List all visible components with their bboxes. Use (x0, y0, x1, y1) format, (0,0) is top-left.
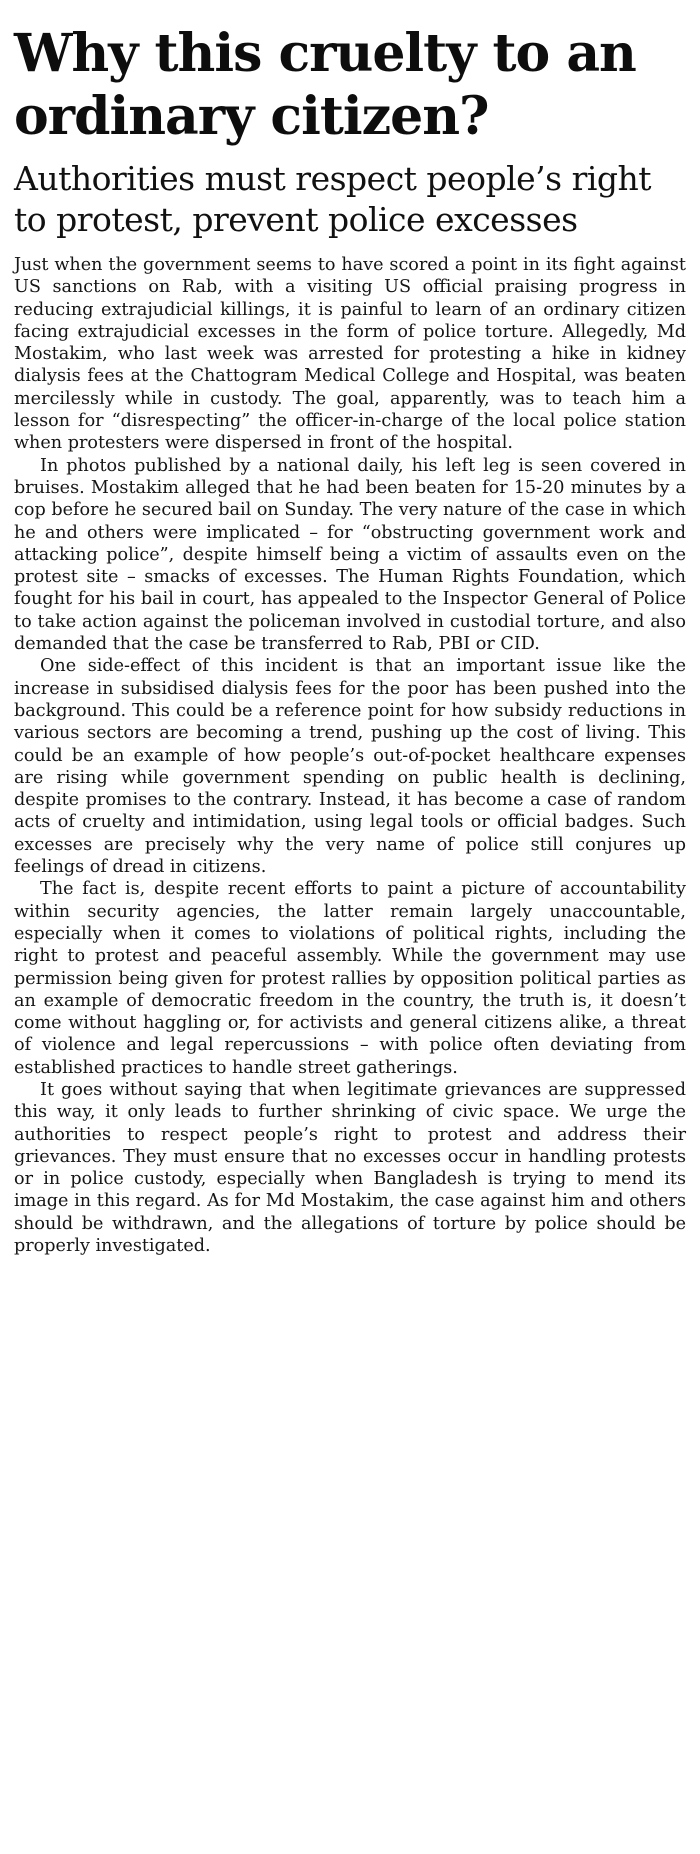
headline: Why this cruelty to an ordinary citizen? (14, 23, 636, 147)
body-paragraph: One side-effect of this incident is that an important issue like the increase in subsidised dialysis fees for the poor has been pushed into the background. This could be a reference point for how subsidy reductions in various sectors are becoming a trend, pushing up the cost of living. This could be an example of how people’s out-of-pocket healthcare expenses are rising while government spending on public health is declining, despite promises to the contrary. Instead, it has become a case of random acts of cruelty and intimidation, using legal tools or official badges. Such excesses are precisely why the very name of police still conjures up feelings of dread in citizens. (14, 656, 686, 878)
body-paragraph: The fact is, despite recent efforts to paint a picture of accountability within security agencies, the latter remain largely unaccountable, especially when it comes to violations of political rights, including the right to protest and peaceful assembly. While the government may use permission being given for protest rallies by opposition political parties as an example of democratic freedom in the country, the truth is, it doesn’t come without haggling or, for activists and general citizens alike, a threat of violence and legal repercussions – with police often deviating from established practices to handle street gatherings. (14, 879, 686, 1078)
body-paragraph: In photos published by a national daily, his left leg is seen covered in bruises. Mostakim alleged that he had been beaten for 15-20 minutes by a cop before he secured bail on Sunday. The very nature of the case in which he and others were implicated – for “obstructing government work and attacking police”, despite himself being a victim of assaults even on the protest site – smacks of excesses. The Human Rights Foundation, which fought for his bail in court, has appealed to the Inspector General of Police to take action against the policeman involved in custodial torture, and also demanded that the case be transferred to Rab, PBI or CID. (14, 455, 686, 655)
article-body (14, 254, 686, 1257)
body-paragraph: It goes without saying that when legitimate grievances are suppressed this way, it only leads to further shrinking of civic space. We urge the authorities to respect people’s right to protest and address their grievances. They must ensure that no excesses occur in handling protests or in police custody, especially when Bangladesh is trying to mend its image in this regard. As for Md Mostakim, the case against him and others should be withdrawn, and the allegations of torture by police should be properly investigated. (14, 1079, 686, 1257)
subheadline: Authorities must respect people’s right to protest, prevent police excesses (14, 159, 652, 239)
body-paragraph: Just when the government seems to have scored a point in its fight against US sanctions on Rab, with a visiting US official praising progress in reducing extrajudicial killings, it is painful to learn of an ordinary citizen facing extrajudicial excesses in the form of police torture. Allegedly, Md Mostakim, who last week was arrested for protesting a hike in kidney dialysis fees at the Chattogram Medical College and Hospital, was beaten mercilessly while in custody. The goal, apparently, was to teach him a lesson for “disrespecting” the officer-in-charge of the local police station when protesters were dispersed in front of the hospital. (14, 255, 686, 454)
